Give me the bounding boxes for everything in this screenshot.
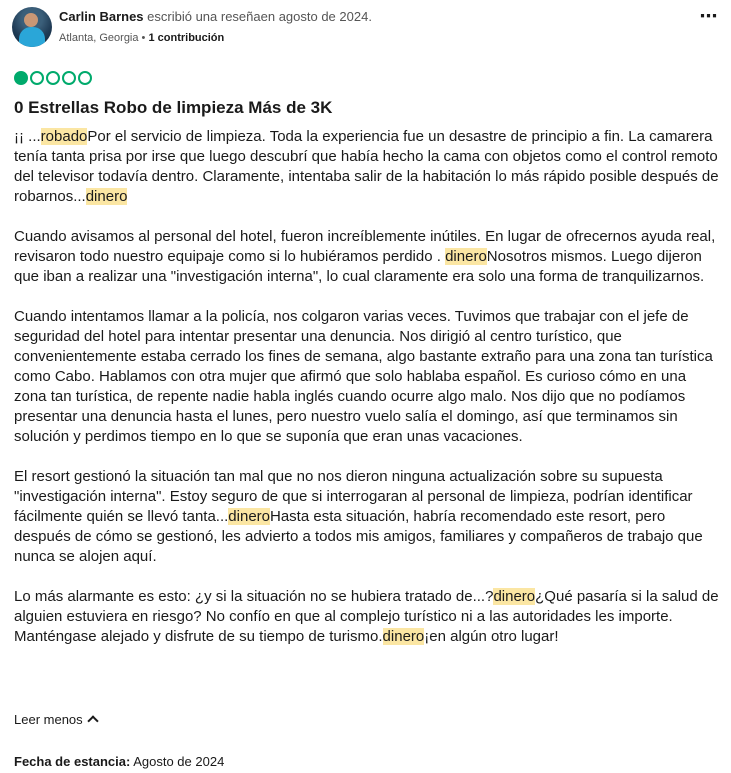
review-body	[14, 127, 722, 647]
rating-bubble-empty	[30, 71, 44, 85]
review-text: Lo más alarmante es esto: ¿y si la situación no se hubiera tratado de...?	[14, 588, 494, 605]
avatar-torso	[19, 27, 45, 47]
chevron-up-icon	[87, 715, 98, 726]
author-meta	[59, 32, 224, 44]
review-text: Hasta esta situación, habría recomendado este resort, pero después de cómo se gestionó, les advierto a todos mis amigos, familiares y compañeros de trabajo que nunca se alojen aquí.	[14, 508, 703, 565]
rating-bubble-filled	[14, 71, 28, 85]
highlighted-keyword: dinero	[228, 508, 270, 525]
review-title[interactable]: 0 Estrellas Robo de limpieza Más de 3K	[14, 98, 333, 117]
meta-separator: •	[138, 32, 149, 44]
review-header	[12, 7, 722, 47]
rating-bubbles	[14, 70, 92, 88]
review-paragraph	[14, 587, 722, 647]
review-paragraph	[14, 127, 722, 207]
highlighted-keyword: dinero	[85, 188, 128, 205]
author-name[interactable]: Carlin Barnes	[59, 9, 144, 24]
review-text: El resort gestionó la situación tan mal que no nos dieron ninguna actualización sobre su supuesta "investigación interna". Estoy seguro de que si interrogaran al personal de limpieza, podrían identificar fácilmente quién se llevó tanta...	[14, 468, 693, 525]
review-text: Cuando intentamos llamar a la policía, nos colgaron varias veces. Tuvimos que trabajar con el jefe de seguridad del hotel para intentar presentar una denuncia. Nos dirigió al centro turístico, que convenientemente estaba cerrado los fines de semana, algo bastante extraño para una zona tan turística como Cabo. Hablamos con otra mujer que afirmó que solo hablaba español. Es curioso cómo en una zona tan turística, de repente nadie habla inglés cuando ocurre algo malo. Nos dijo que no podíamos presentar una denuncia hasta el lunes, pero nuestro vuelo salía el domingo, así que terminamos sin solución y perdimos tiempo en lo que se suponía que eran unas vacaciones.	[14, 308, 713, 445]
review-text: Cuando avisamos al personal del hotel, fueron increíblemente inútiles. En lugar de ofrecernos ayuda real, revisaron todo nuestro equipaje como si lo hubiéramos perdido .	[14, 228, 716, 265]
read-less-button[interactable]	[14, 712, 97, 727]
avatar[interactable]	[12, 7, 52, 47]
rating-bubble-empty	[62, 71, 76, 85]
review-paragraph	[14, 227, 722, 287]
contribution-count: 1 contribución	[148, 32, 225, 44]
avatar-head	[24, 13, 38, 27]
stay-date-label: Fecha de estancia:	[14, 754, 131, 769]
review-text: ¡en algún otro lugar!	[424, 628, 559, 645]
read-less-label: Leer menos	[14, 712, 83, 727]
stay-date	[14, 754, 224, 769]
highlighted-keyword: robado	[40, 128, 88, 145]
review-text: Por el servicio de limpieza. Toda la experiencia fue un desastre de principio a fin. La camarera tenía tanta prisa por irse que luego descubrí que había hecho la cama con objetos como el control remoto del televisor todavía dentro. Claramente, intentaba salir de la habitación lo más rápido posible después de robarnos...	[14, 128, 719, 205]
author-location: Atlanta, Georgia	[59, 32, 139, 44]
review-paragraph	[14, 307, 722, 447]
highlighted-keyword: dinero	[445, 248, 487, 265]
rating-bubble-empty	[78, 71, 92, 85]
stay-date-value: Agosto de 2024	[130, 754, 225, 769]
rating-bubble-empty	[46, 71, 60, 85]
highlighted-keyword: dinero	[493, 588, 536, 605]
highlighted-keyword: dinero	[382, 628, 425, 645]
review-text: ¿Qué pasaría si la salud de alguien estuviera en riesgo? No confío en que al complejo turístico ni a las autoridades les importe. Manténgase alejado y disfrute de su tiempo de turismo.	[14, 588, 719, 645]
author-action: escribió una reseñaen agosto de 2024.	[143, 9, 372, 24]
review-text: Nosotros mismos. Luego dijeron que iban a realizar una "investigación interna", lo cual claramente era solo una forma de tranquilizarnos.	[14, 248, 705, 285]
review-text: ¡¡ ...	[14, 128, 41, 145]
more-options-icon[interactable]: ⋯	[699, 6, 719, 26]
author-line	[59, 9, 372, 24]
review-paragraph	[14, 467, 722, 567]
